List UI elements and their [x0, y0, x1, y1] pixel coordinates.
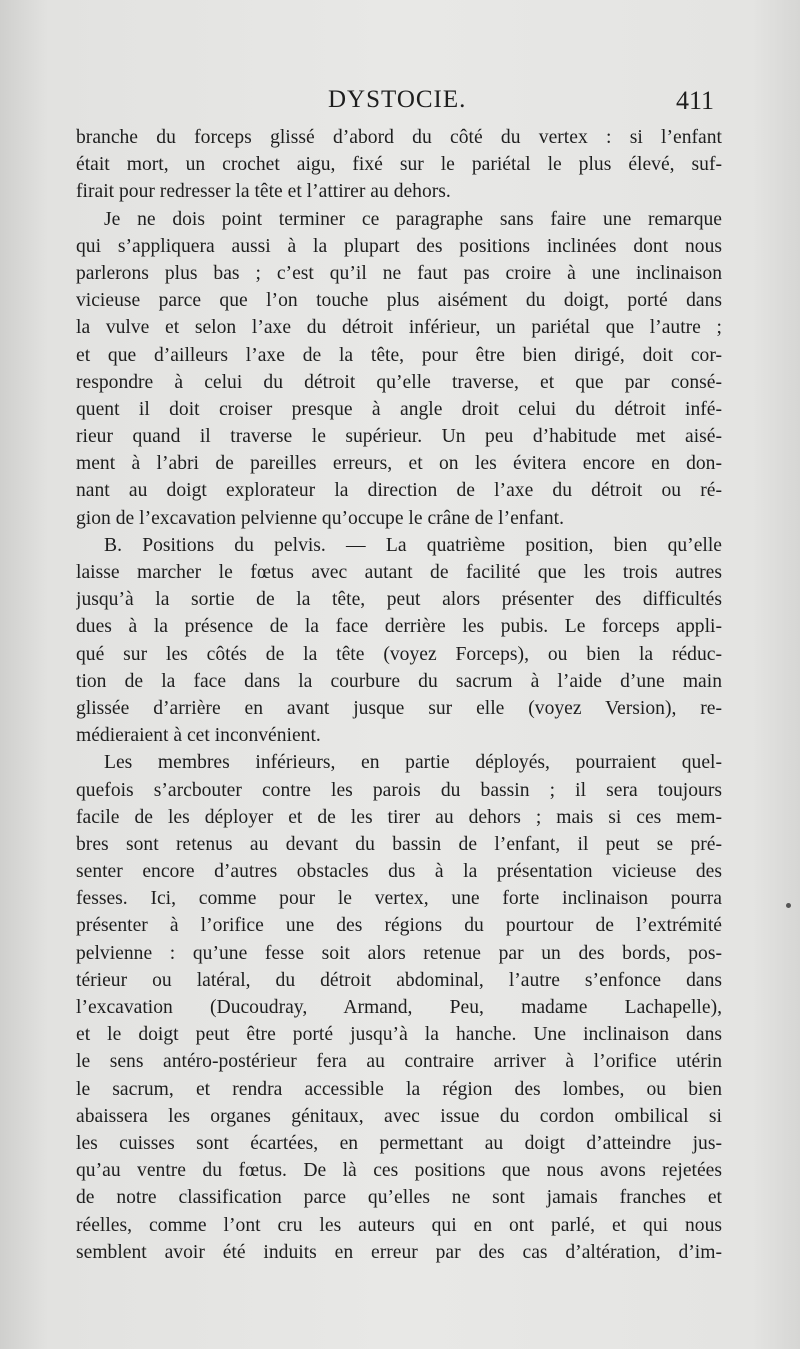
text-line: parlerons plus bas ; c’est qu’il ne faut pas croire à une inclinaison — [76, 262, 722, 284]
text-line: et le doigt peut être porté jusqu’à la hanche. Une inclinaison dans — [76, 1024, 722, 1046]
text-line: qu’au ventre du fœtus. De là ces positions que nous avons rejetées — [76, 1160, 722, 1182]
text-line: le sacrum, et rendra accessible la région des lombes, ou bien — [76, 1078, 722, 1100]
text-line: laisse marcher le fœtus avec autant de facilité que les trois autres — [76, 562, 722, 583]
paragraph-start-line: Les membres inférieurs, en partie déployés, pourraient quel- — [104, 752, 722, 774]
text-line: gion de l’excavation pelvienne qu’occupe le crâne de l’enfant. — [76, 507, 564, 529]
text-line: abaissera les organes génitaux, avec issue du cordon ombilical si — [76, 1105, 722, 1127]
paragraph-start-line: B. Positions du pelvis. — La quatrième position, bien qu’elle — [104, 534, 722, 556]
text-line: l’excavation (Ducoudray, Armand, Peu, madame Lachapelle), — [76, 997, 722, 1018]
text-line: fesses. Ici, comme pour le vertex, une forte inclinaison pourra — [76, 888, 722, 910]
text-line: quent il doit croiser presque à angle droit celui du détroit infé- — [76, 398, 722, 420]
text-line: vicieuse parce que l’on touche plus aisément du doigt, porté dans — [76, 290, 722, 312]
text-line: et que d’ailleurs l’axe de la tête, pour être bien dirigé, doit cor- — [76, 344, 722, 366]
text-line: nant au doigt explorateur la direction de l’axe du détroit ou ré- — [76, 480, 722, 502]
text-line: tion de la face dans la courbure du sacrum à l’aide d’une main — [76, 670, 722, 692]
text-line: qui s’appliquera aussi à la plupart des positions inclinées dont nous — [76, 235, 722, 257]
text-line: bres sont retenus au devant du bassin de l’enfant, il peut se pré- — [76, 833, 722, 855]
text-line: le sens antéro-postérieur fera au contraire arriver à l’orifice utérin — [76, 1051, 722, 1073]
text-line: rieur quand il traverse le supérieur. Un peu d’habitude met aisé- — [76, 426, 722, 448]
text-line: les cuisses sont écartées, en permettant au doigt d’atteindre jus- — [76, 1132, 722, 1154]
text-line: respondre à celui du détroit qu’elle traverse, et que par consé- — [76, 371, 722, 393]
text-line: firait pour redresser la tête et l’attirer au dehors. — [76, 181, 451, 203]
text-line: était mort, un crochet aigu, fixé sur le pariétal le plus élevé, suf- — [76, 154, 722, 176]
text-line: branche du forceps glissé d’abord du côté du vertex : si l’enfant — [76, 127, 722, 148]
paragraph-start-line: Je ne dois point terminer ce paragraphe sans faire une remarque — [104, 208, 722, 230]
text-line: semblent avoir été induits en erreur par des cas d’altération, d’im- — [76, 1241, 722, 1263]
paper-speck — [786, 903, 791, 908]
text-line: médieraient à cet inconvénient. — [76, 725, 321, 747]
text-line: dues à la présence de la face derrière les pubis. Le forceps appli- — [76, 616, 722, 638]
text-line: de notre classification parce qu’elles ne sont jamais franches et — [76, 1187, 722, 1209]
text-line: présenter à l’orifice une des régions du pourtour de l’extrémité — [76, 915, 722, 937]
text-line: jusqu’à la sortie de la tête, peut alors présenter des difficultés — [76, 589, 722, 611]
running-title: DYSTOCIE. — [328, 86, 467, 113]
text-line: senter encore d’autres obstacles dus à la présentation vicieuse des — [76, 861, 722, 883]
text-line: glissée d’arrière en avant jusque sur elle (voyez Version), re- — [76, 697, 722, 719]
page-header — [0, 86, 800, 126]
text-line: facile de les déployer et de les tirer au dehors ; mais si ces mem- — [76, 806, 722, 828]
text-line: réelles, comme l’ont cru les auteurs qui en ont parlé, et qui nous — [76, 1214, 722, 1236]
text-line: térieur ou latéral, du détroit abdominal, l’autre s’enfonce dans — [76, 969, 722, 991]
text-line: qué sur les côtés de la tête (voyez Forceps), ou bien la réduc- — [76, 643, 722, 665]
page-number: 411 — [676, 86, 715, 115]
text-line: quefois s’arcbouter contre les parois du bassin ; il sera toujours — [76, 779, 722, 801]
text-line: pelvienne : qu’une fesse soit alors retenue par un des bords, pos- — [76, 942, 722, 964]
text-line: la vulve et selon l’axe du détroit inférieur, un pariétal que l’autre ; — [76, 317, 722, 339]
text-line: ment à l’abri de pareilles erreurs, et on les évitera encore en don- — [76, 453, 722, 475]
body-text — [76, 124, 722, 1266]
